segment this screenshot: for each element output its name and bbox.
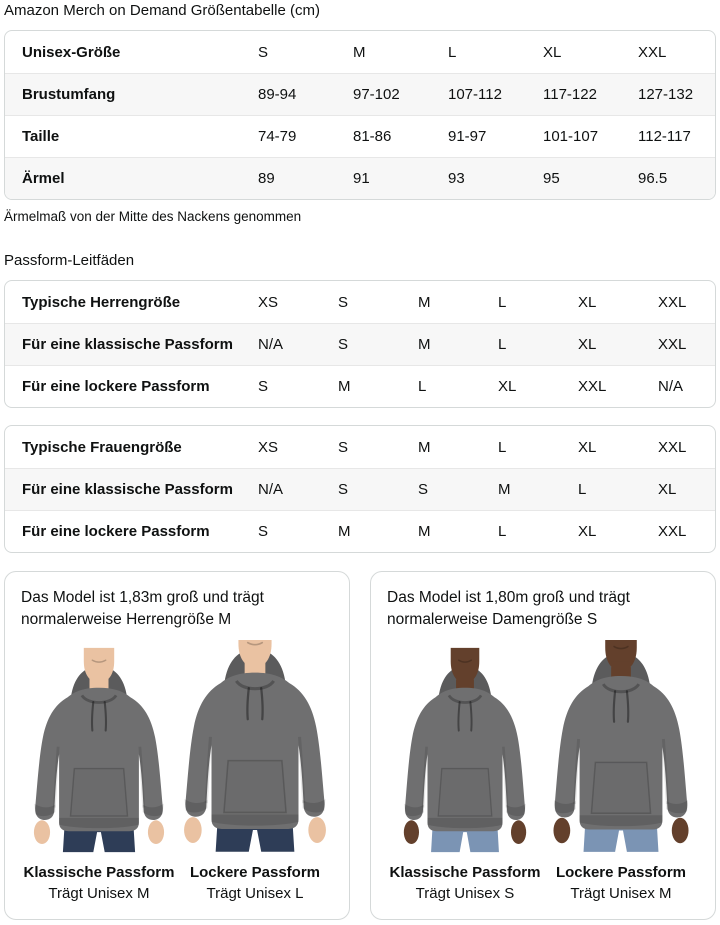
cell-value: XL bbox=[498, 378, 517, 395]
womens-fit-table bbox=[4, 425, 716, 553]
table-header-row bbox=[5, 31, 715, 73]
row-label: Ärmel bbox=[22, 170, 65, 187]
table-row-classic-fit bbox=[5, 468, 715, 510]
column-header-label: Unisex-Größe bbox=[22, 43, 121, 61]
table-row-chest bbox=[5, 73, 715, 115]
cell-value: 81-86 bbox=[353, 128, 392, 145]
hoodie-model-illustration bbox=[394, 644, 537, 856]
womens-model-card bbox=[370, 571, 716, 920]
cell-value: L bbox=[498, 523, 507, 540]
cell-value: L bbox=[578, 481, 587, 498]
size-worn-label: Trägt Unisex M bbox=[48, 885, 150, 902]
page-title: Amazon Merch on Demand Größentabelle (cm) bbox=[4, 2, 320, 19]
table-row-typical-womens-size bbox=[5, 426, 715, 468]
cell-value: S bbox=[338, 438, 349, 456]
cell-value: S bbox=[258, 523, 269, 540]
cell-value: M bbox=[338, 378, 351, 395]
cell-value: XS bbox=[258, 293, 279, 311]
cell-value: 91-97 bbox=[448, 128, 487, 145]
unisex-size-table bbox=[4, 30, 716, 200]
column-header-size: XL bbox=[543, 43, 562, 61]
cell-value: M bbox=[498, 481, 511, 498]
cell-value: 96.5 bbox=[638, 170, 668, 187]
fit-label: Lockere Passform bbox=[189, 864, 321, 881]
column-header-size: XXL bbox=[638, 43, 667, 61]
cell-value: 91 bbox=[353, 170, 370, 187]
hoodie-model-illustration bbox=[177, 640, 333, 856]
table-row-loose-fit bbox=[5, 510, 715, 552]
cell-value: N/A bbox=[258, 336, 284, 353]
model-card-heading: Das Model ist 1,80m groß und trägt normalerweise Damengröße S bbox=[387, 589, 630, 628]
cell-value: L bbox=[498, 293, 507, 311]
cell-value: XL bbox=[578, 293, 597, 311]
size-worn-label: Trägt Unisex L bbox=[206, 885, 304, 902]
hoodie-model-illustration bbox=[23, 644, 175, 856]
cell-value: S bbox=[258, 378, 269, 395]
model-photo-loose-fit bbox=[177, 640, 333, 856]
cell-value: M bbox=[418, 336, 431, 353]
cell-value: 97-102 bbox=[353, 86, 400, 103]
caption-loose-fit bbox=[543, 863, 699, 904]
model-photo-classic-fit bbox=[21, 640, 177, 856]
cell-value: XXL bbox=[658, 438, 687, 456]
cell-value: 89 bbox=[258, 170, 275, 187]
row-label: Typische Frauengröße bbox=[22, 438, 182, 456]
cell-value: 89-94 bbox=[258, 86, 297, 103]
sleeve-measurement-note: Ärmelmaß von der Mitte des Nackens genommen bbox=[4, 209, 302, 224]
cell-value: XL bbox=[578, 438, 597, 456]
cell-value: M bbox=[338, 523, 351, 540]
column-header-size: S bbox=[258, 43, 269, 61]
table-row-classic-fit bbox=[5, 323, 715, 365]
photo-captions bbox=[387, 863, 699, 904]
cell-value: 112-117 bbox=[638, 128, 691, 145]
cell-value: N/A bbox=[258, 481, 284, 498]
cell-value: M bbox=[418, 523, 431, 540]
size-worn-label: Trägt Unisex M bbox=[570, 885, 672, 902]
fit-guides-section-title: Passform-Leitfäden bbox=[4, 252, 135, 269]
column-header-size: L bbox=[448, 43, 457, 61]
mens-model-card bbox=[4, 571, 350, 920]
cell-value: S bbox=[338, 293, 349, 311]
cell-value: 117-122 bbox=[543, 86, 597, 103]
cell-value: XXL bbox=[658, 336, 687, 353]
model-photo-loose-fit bbox=[543, 640, 699, 856]
cell-value: N/A bbox=[658, 378, 684, 395]
cell-value: 95 bbox=[543, 170, 560, 187]
table-row-loose-fit bbox=[5, 365, 715, 407]
model-photo-classic-fit bbox=[387, 640, 543, 856]
table-row-waist bbox=[5, 115, 715, 157]
cell-value: L bbox=[498, 438, 507, 456]
cell-value: XL bbox=[578, 336, 597, 353]
row-label: Für eine klassische Passform bbox=[22, 481, 233, 498]
caption-classic-fit bbox=[387, 863, 543, 904]
model-photos bbox=[21, 640, 333, 856]
table-row-sleeve bbox=[5, 157, 715, 199]
row-label: Für eine lockere Passform bbox=[22, 523, 210, 540]
photo-captions bbox=[21, 863, 333, 904]
row-label: Brustumfang bbox=[22, 86, 116, 103]
cell-value: L bbox=[498, 336, 507, 353]
cell-value: 74-79 bbox=[258, 128, 297, 145]
table-row-typical-mens-size bbox=[5, 281, 715, 323]
cell-value: XXL bbox=[578, 378, 607, 395]
row-label: Taille bbox=[22, 128, 60, 145]
cell-value: XS bbox=[258, 438, 279, 456]
cell-value: 101-107 bbox=[543, 128, 599, 145]
cell-value: XXL bbox=[658, 523, 687, 540]
hoodie-model-illustration bbox=[543, 640, 699, 856]
cell-value: S bbox=[338, 336, 349, 353]
cell-value: L bbox=[418, 378, 427, 395]
column-header-size: M bbox=[353, 43, 366, 61]
cell-value: XL bbox=[578, 523, 597, 540]
model-cards bbox=[4, 571, 716, 920]
cell-value: 127-132 bbox=[638, 86, 694, 103]
size-worn-label: Trägt Unisex S bbox=[415, 885, 515, 902]
caption-classic-fit bbox=[21, 863, 177, 904]
cell-value: XXL bbox=[658, 293, 687, 311]
caption-loose-fit bbox=[177, 863, 333, 904]
fit-label: Klassische Passform bbox=[389, 864, 541, 881]
mens-fit-table bbox=[4, 280, 716, 408]
fit-label: Klassische Passform bbox=[23, 864, 175, 881]
row-label: Typische Herrengröße bbox=[22, 293, 181, 311]
cell-value: S bbox=[418, 481, 429, 498]
row-label: Für eine klassische Passform bbox=[22, 336, 233, 353]
cell-value: 93 bbox=[448, 170, 465, 187]
row-label: Für eine lockere Passform bbox=[22, 378, 210, 395]
cell-value: M bbox=[418, 438, 431, 456]
fit-label: Lockere Passform bbox=[555, 864, 687, 881]
cell-value: 107-112 bbox=[448, 86, 502, 103]
model-photos bbox=[387, 640, 699, 856]
cell-value: XL bbox=[658, 481, 677, 498]
cell-value: S bbox=[338, 481, 349, 498]
model-card-heading: Das Model ist 1,83m groß und trägt normalerweise Herrengröße M bbox=[21, 589, 264, 628]
cell-value: M bbox=[418, 293, 431, 311]
